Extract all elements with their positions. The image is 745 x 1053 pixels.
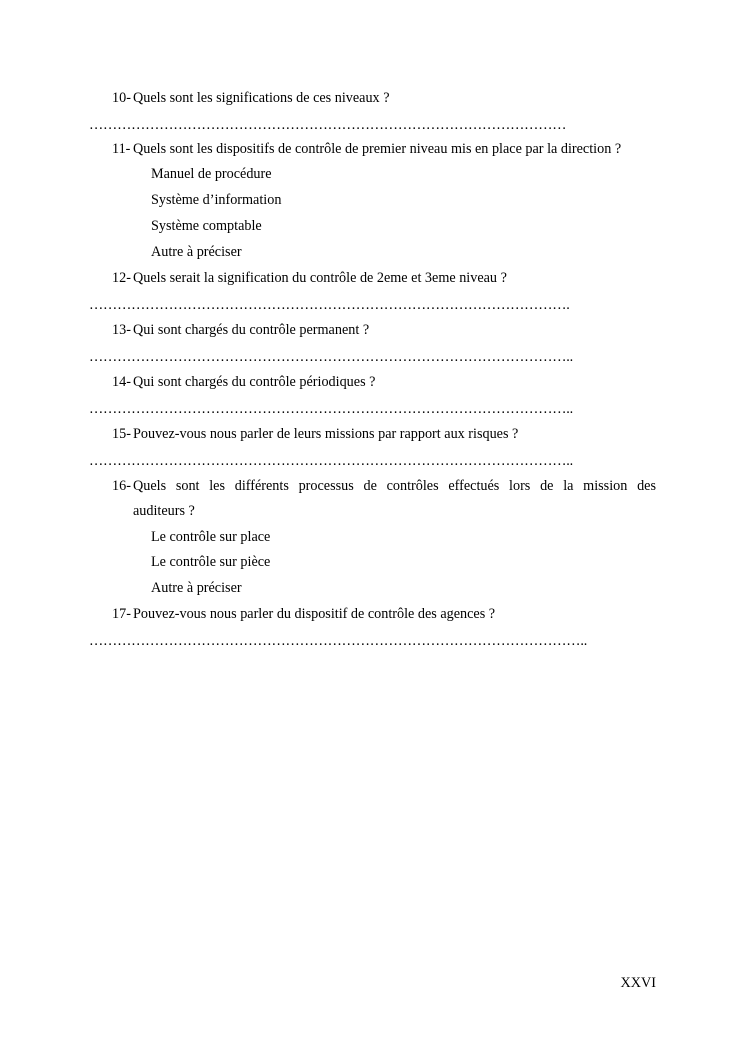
question-10 [112, 89, 390, 107]
question-15 [112, 425, 518, 443]
answer-dotted-line: ………………………………………………………………………………………….. [89, 349, 574, 365]
question-17 [112, 605, 495, 623]
question-13 [112, 321, 369, 339]
question-number: 15- [112, 426, 131, 442]
question-number: 11- [112, 141, 131, 157]
question-number: 10- [112, 90, 131, 106]
answer-dotted-line: ………………………………………………………………………………………….. [89, 453, 574, 469]
question-number: 14- [112, 374, 131, 390]
question-number: 16- [112, 478, 131, 494]
answer-dotted-line: ………………………………………………………………………………………….. [89, 401, 574, 417]
question-number: 13- [112, 322, 131, 338]
option-item: Système d’information [151, 192, 282, 208]
question-number: 17- [112, 606, 131, 622]
question-text: Pouvez-vous nous parler du dispositif de contrôle des agences ? [133, 606, 496, 622]
answer-dotted-line: …………………………………………………………………………………………….. [89, 633, 588, 649]
option-item: Le contrôle sur pièce [151, 554, 271, 570]
question-14 [112, 373, 375, 391]
question-16-text-line1: Quels sont les différents processus de contrôles effectués lors de la mission des [133, 478, 656, 494]
option-item: Système comptable [151, 218, 262, 234]
question-text: Pouvez-vous nous parler de leurs missions par rapport aux risques ? [133, 426, 519, 442]
question-number: 12- [112, 270, 131, 286]
option-item: Manuel de procédure [151, 166, 272, 182]
option-item: Autre à préciser [151, 244, 242, 260]
answer-dotted-line: …………………………………………………………………………………………. [89, 297, 570, 313]
option-item: Le contrôle sur place [151, 529, 271, 545]
question-text: Qui sont chargés du contrôle périodiques ? [133, 374, 376, 390]
question-text: Quels sont les significations de ces niveaux ? [133, 90, 390, 106]
question-11 [112, 140, 621, 158]
page-number: XXVI [620, 975, 656, 991]
answer-dotted-line: ………………………………………………………………………………………… [89, 117, 567, 133]
question-16-text-line2: auditeurs ? [133, 503, 195, 519]
question-text: Quels serait la signification du contrôle de 2eme et 3eme niveau ? [133, 270, 507, 286]
question-text: Qui sont chargés du contrôle permanent ? [133, 322, 370, 338]
question-16-number [112, 477, 133, 495]
option-item: Autre à préciser [151, 580, 242, 596]
question-12 [112, 269, 507, 287]
question-text: Quels sont les dispositifs de contrôle de premier niveau mis en place par la direction ? [133, 141, 622, 157]
